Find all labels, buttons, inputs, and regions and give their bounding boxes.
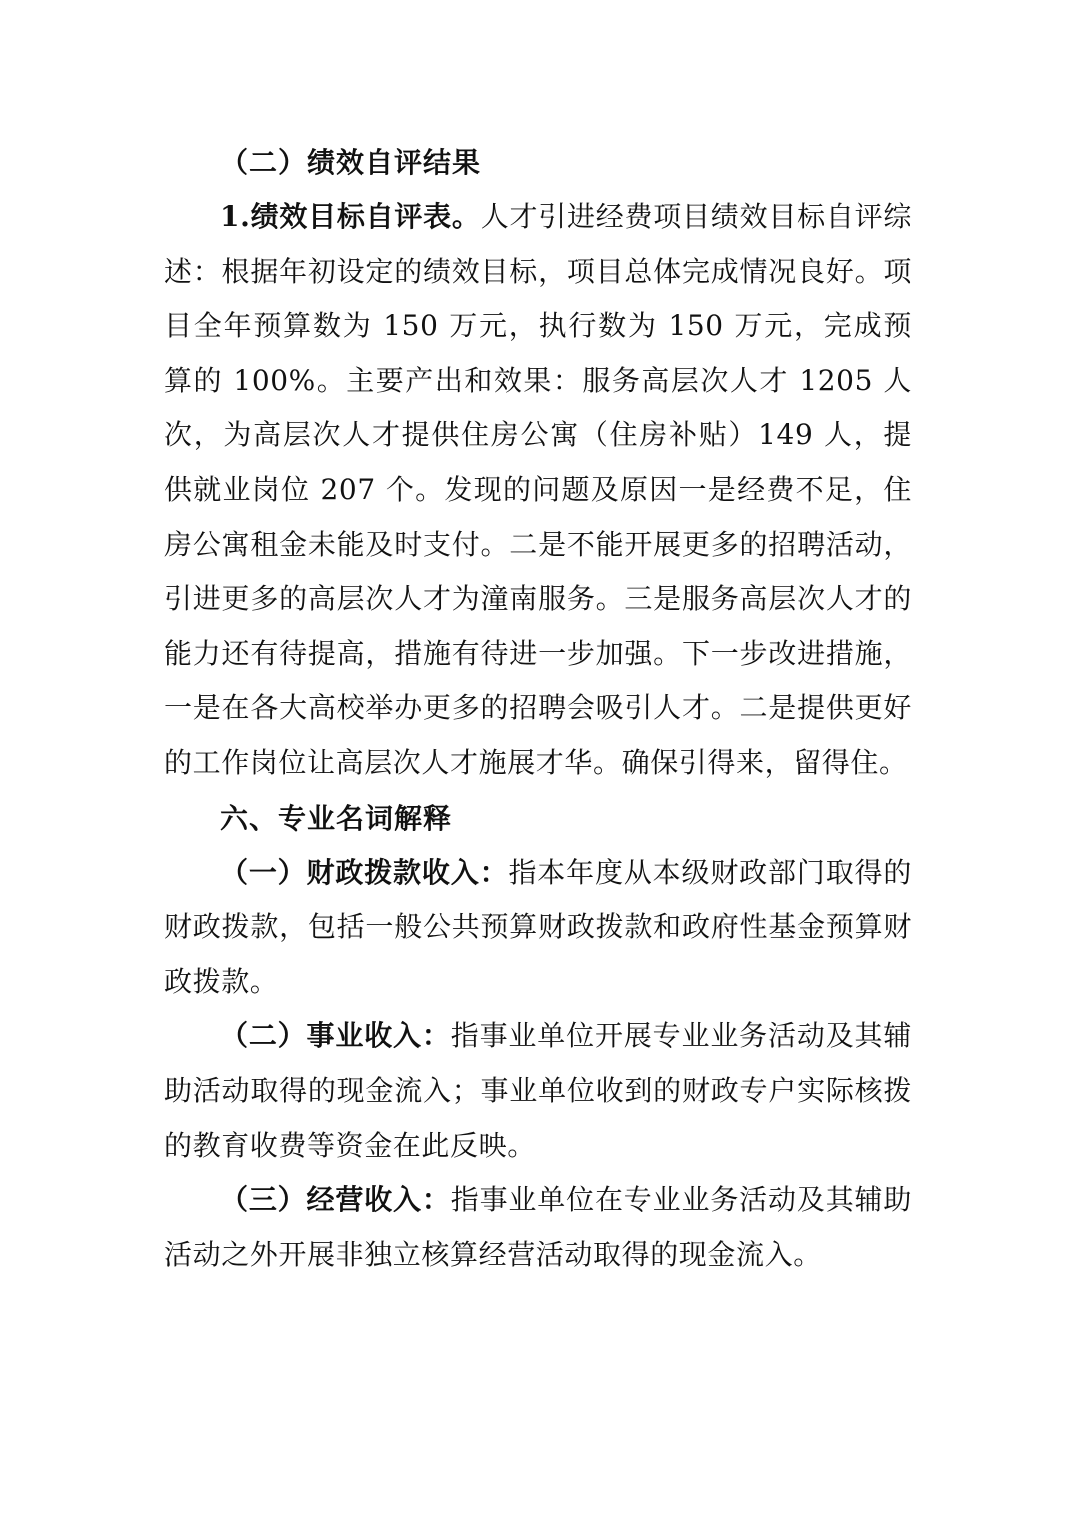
document-page	[164, 135, 912, 1282]
term-paragraph-business-income	[164, 1009, 912, 1173]
term-definition: 指事业单位开展专业业务活动及其辅助活动取得的现金流入；事业单位收到的财政专户实际核拨的教育收费等资金在此反映。	[164, 1019, 912, 1162]
term-paragraph-operating-income	[164, 1173, 912, 1282]
performance-body: 人才引进经费项目绩效目标自评综述：根据年初设定的绩效目标，项目总体完成情况良好。项目全年预算数为 150 万元，执行数为 150 万元，完成预算的 100%。主要产出和效果：服务高层次人才 1205 人次，为高层次人才提供住房公寓（住房补贴）149 人，提供就业岗位 207 个。发现的问题及原因一是经费不足，住房公寓租金未能及时支付。二是不能开展更多的招聘活动，引进更多的高层次人才为潼南服务。三是服务高层次人才的能力还有待提高，措施有待进一步加强。下一步改进措施，一是在各大高校举办更多的招聘会吸引人才。二是提供更好的工作岗位让高层次人才施展才华。确保引得来，留得住。	[164, 200, 912, 779]
term-definition: 指事业单位在专业业务活动及其辅助活动之外开展非独立核算经营活动取得的现金流入。	[164, 1183, 912, 1271]
performance-lead: 1.绩效目标自评表。	[220, 200, 481, 233]
term-label: （一）财政拨款收入：	[220, 855, 509, 889]
term-definition: 指本年度从本级财政部门取得的财政拨款，包括一般公共预算财政拨款和政府性基金预算财政拨款。	[164, 855, 912, 998]
section-heading-glossary: 六、专业名词解释	[220, 801, 453, 835]
term-label: （二）事业收入：	[220, 1019, 451, 1053]
section-heading-performance-results: （二）绩效自评结果	[220, 146, 482, 179]
term-label: （三）经营收入：	[220, 1183, 451, 1217]
performance-paragraph	[164, 190, 912, 791]
term-paragraph-fiscal-appropriation	[164, 846, 912, 1010]
